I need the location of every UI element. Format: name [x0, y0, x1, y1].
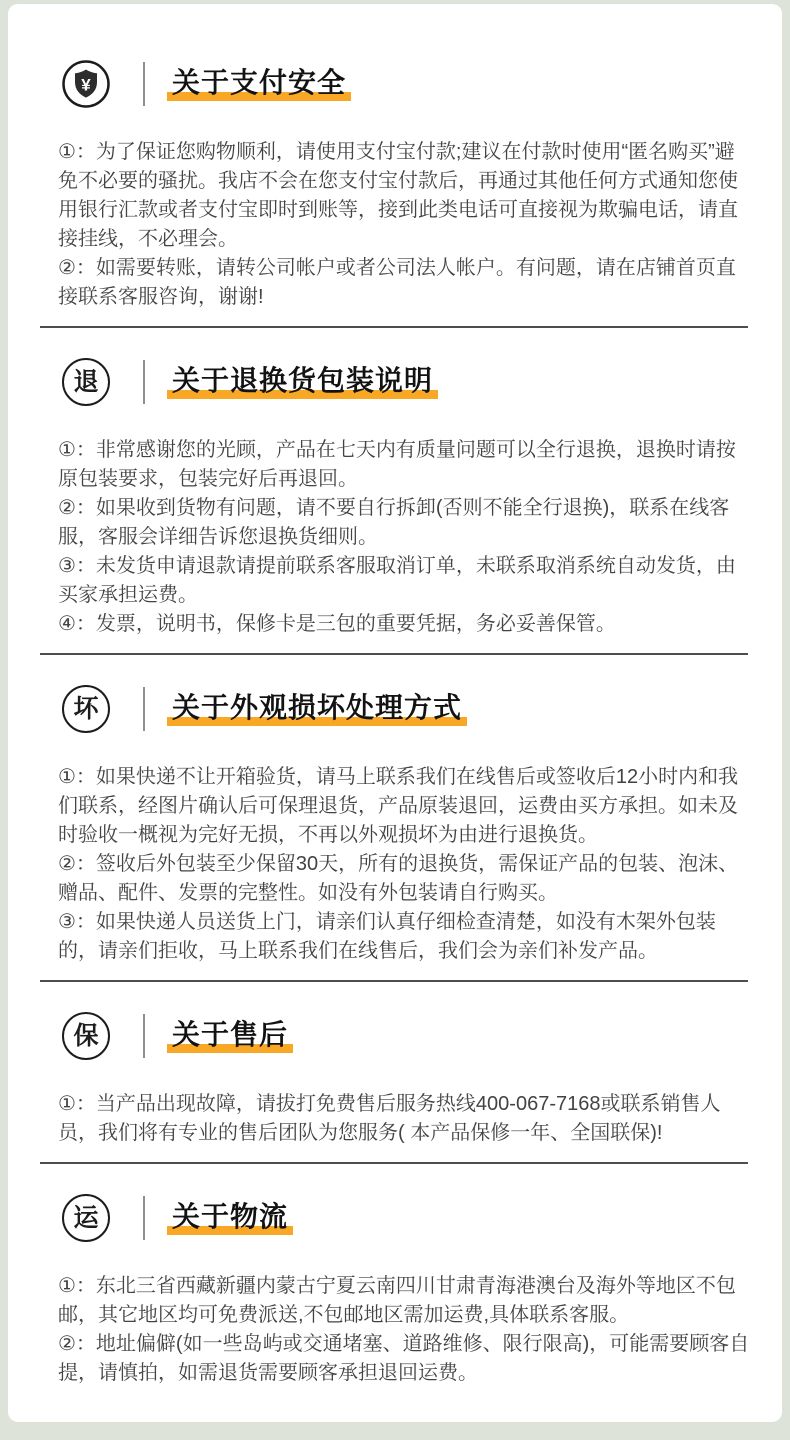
circled-damage-char-icon: 坏 — [62, 685, 110, 733]
policy-card — [8, 4, 782, 1422]
circled-return-char-icon: 退 — [62, 358, 110, 406]
header-divider-line — [143, 1196, 145, 1240]
section-header — [58, 685, 750, 733]
policy-paragraph: ②：如需要转账，请转公司帐户或者公司法人帐户。有问题，请在店铺首页直接联系客服咨询，谢谢! — [58, 257, 736, 308]
policy-paragraph: ①：非常感谢您的光顾，产品在七天内有质量问题可以全行退换，退换时请按原包装要求，包装完好后再退回。 — [58, 439, 736, 490]
section-title: 关于支付安全 — [167, 67, 351, 101]
policy-paragraph: ④：发票，说明书，保修卡是三包的重要凭据，务必妥善保管。 — [58, 613, 616, 635]
section-header — [58, 60, 750, 108]
policy-paragraph: ③：如果快递人员送货上门，请亲们认真仔细检查清楚，如没有木架外包装的，请亲们拒收，马上联系我们在线售后，我们会为亲们补发产品。 — [58, 911, 716, 962]
policy-paragraph: ②：如果收到货物有问题，请不要自行拆卸(否则不能全行退换)，联系在线客服，客服会详细告诉您退换货细则。 — [58, 497, 730, 548]
header-divider-line — [143, 1014, 145, 1058]
policy-paragraph: ①：当产品出现故障，请拔打免费售后服务热线400-067-7168或联系销售人员，我们将有专业的售后团队为您服务( 本产品保修一年、全国联保)! — [58, 1093, 721, 1144]
svg-text:¥: ¥ — [81, 75, 91, 95]
header-divider-line — [143, 687, 145, 731]
section-header — [58, 358, 750, 406]
section-header — [58, 1194, 750, 1242]
section-title: 关于物流 — [167, 1201, 293, 1235]
section-title: 关于外观损坏处理方式 — [167, 692, 467, 726]
shield-yen-icon — [62, 60, 110, 108]
policy-paragraph: ③：未发货申请退款请提前联系客服取消订单，未联系取消系统自动发货，由买家承担运费。 — [58, 555, 736, 606]
policy-paragraph: ①：为了保证您购物顺利，请使用支付宝付款;建议在付款时使用“匿名购买”避免不必要的骚扰。我店不会在您支付宝付款后，再通过其他任何方式通知您使用银行汇款或者支付宝即时到账等，接到此类电话可直接视为欺骗电话，请直接挂线，不必理会。 — [58, 141, 738, 250]
section-body — [58, 1272, 750, 1388]
circled-warranty-char-icon: 保 — [62, 1012, 110, 1060]
section-body — [58, 1090, 750, 1148]
section-return-packaging — [8, 328, 782, 653]
section-payment-security — [8, 4, 782, 326]
header-divider-line — [143, 62, 145, 106]
section-body — [58, 763, 750, 966]
policy-paragraph: ②：地址偏僻(如一些岛屿或交通堵塞、道路维修、限行限高)，可能需要顾客自提，请慎拍，如需退货需要顾客承担退回运费。 — [58, 1333, 750, 1384]
policy-paragraph: ①：东北三省西藏新疆内蒙古宁夏云南四川甘肃青海港澳台及海外等地区不包邮，其它地区均可免费派送,不包邮地区需加运费,具体联系客服。 — [58, 1275, 736, 1326]
section-title: 关于退换货包装说明 — [167, 365, 438, 399]
header-divider-line — [143, 360, 145, 404]
section-body — [58, 436, 750, 639]
section-title: 关于售后 — [167, 1019, 293, 1053]
section-body — [58, 138, 750, 312]
policy-paragraph: ②：签收后外包装至少保留30天，所有的退换货，需保证产品的包装、泡沫、赠品、配件、发票的完整性。如没有外包装请自行购买。 — [58, 853, 739, 904]
circled-shipping-char-icon: 运 — [62, 1194, 110, 1242]
policy-paragraph: ①：如果快递不让开箱验货，请马上联系我们在线售后或签收后12小时内和我们联系，经图片确认后可保理退货，产品原装退回，运费由买方承担。如未及时验收一概视为完好无损，不再以外观损坏为由进行退换货。 — [58, 766, 739, 846]
section-after-sales — [8, 982, 782, 1162]
section-damage-handling — [8, 655, 782, 980]
section-header — [58, 1012, 750, 1060]
section-logistics — [8, 1164, 782, 1422]
